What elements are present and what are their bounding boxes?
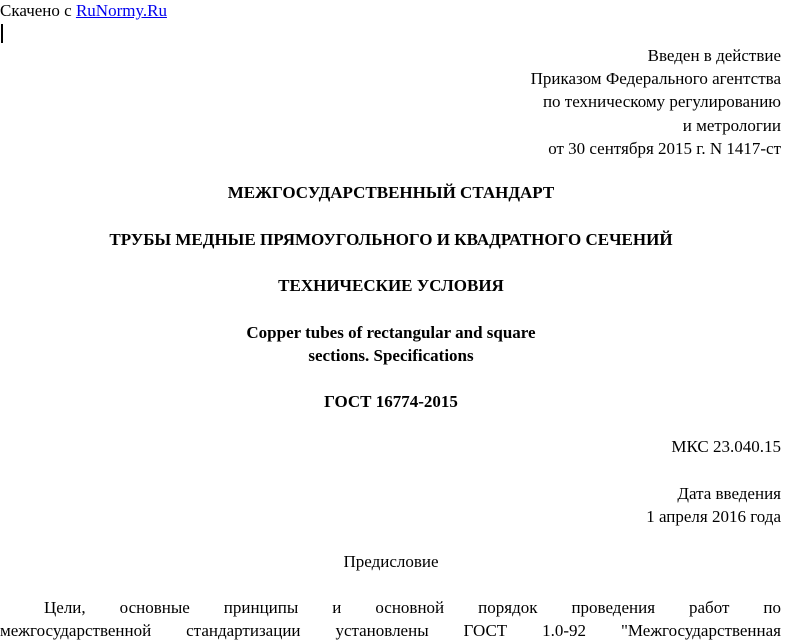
standard-type-heading: МЕЖГОСУДАРСТВЕННЫЙ СТАНДАРТ: [227, 183, 555, 202]
runormy-link[interactable]: RuNormy.Ru: [75, 1, 167, 20]
text-cursor: [1, 24, 3, 43]
english-title: [0, 321, 782, 367]
approval-line: и метрологии: [682, 115, 781, 135]
standard-name-heading: ТРУБЫ МЕДНЫЕ ПРЯМОУГОЛЬНОГО И КВАДРАТНОГО СЕЧЕНИЙ: [109, 230, 673, 249]
source-line: [0, 0, 167, 22]
gost-number: ГОСТ 16774-2015: [324, 392, 458, 411]
specifications-heading: ТЕХНИЧЕСКИЕ УСЛОВИЯ: [278, 276, 504, 295]
approval-line: Приказом Федерального агентства: [530, 69, 781, 89]
preface-paragraph-line-1: Цели, основные принципы и основной порядок проведения работ по: [44, 598, 781, 617]
preface-heading: Предисловие: [343, 552, 439, 571]
introduction-date-block: [646, 482, 781, 528]
introduction-date-label: Дата введения: [677, 484, 781, 503]
mks-code: МКС 23.040.15: [671, 437, 781, 456]
source-prefix: Скачено с: [0, 1, 76, 20]
approval-line: от 30 сентября 2015 г. N 1417-ст: [548, 138, 781, 158]
approval-line: по техническому регулированию: [542, 92, 781, 112]
approval-block: [531, 44, 781, 160]
english-title-line-1: Copper tubes of rectangular and square: [246, 323, 536, 342]
approval-line: Введен в действие: [647, 46, 781, 65]
english-title-line-2: sections. Specifications: [308, 346, 474, 365]
introduction-date-value: 1 апреля 2016 года: [646, 507, 781, 526]
preface-paragraph-line-2: межгосударственной стандартизации установлены ГОСТ 1.0-92 "Межгосударственная: [0, 621, 781, 640]
